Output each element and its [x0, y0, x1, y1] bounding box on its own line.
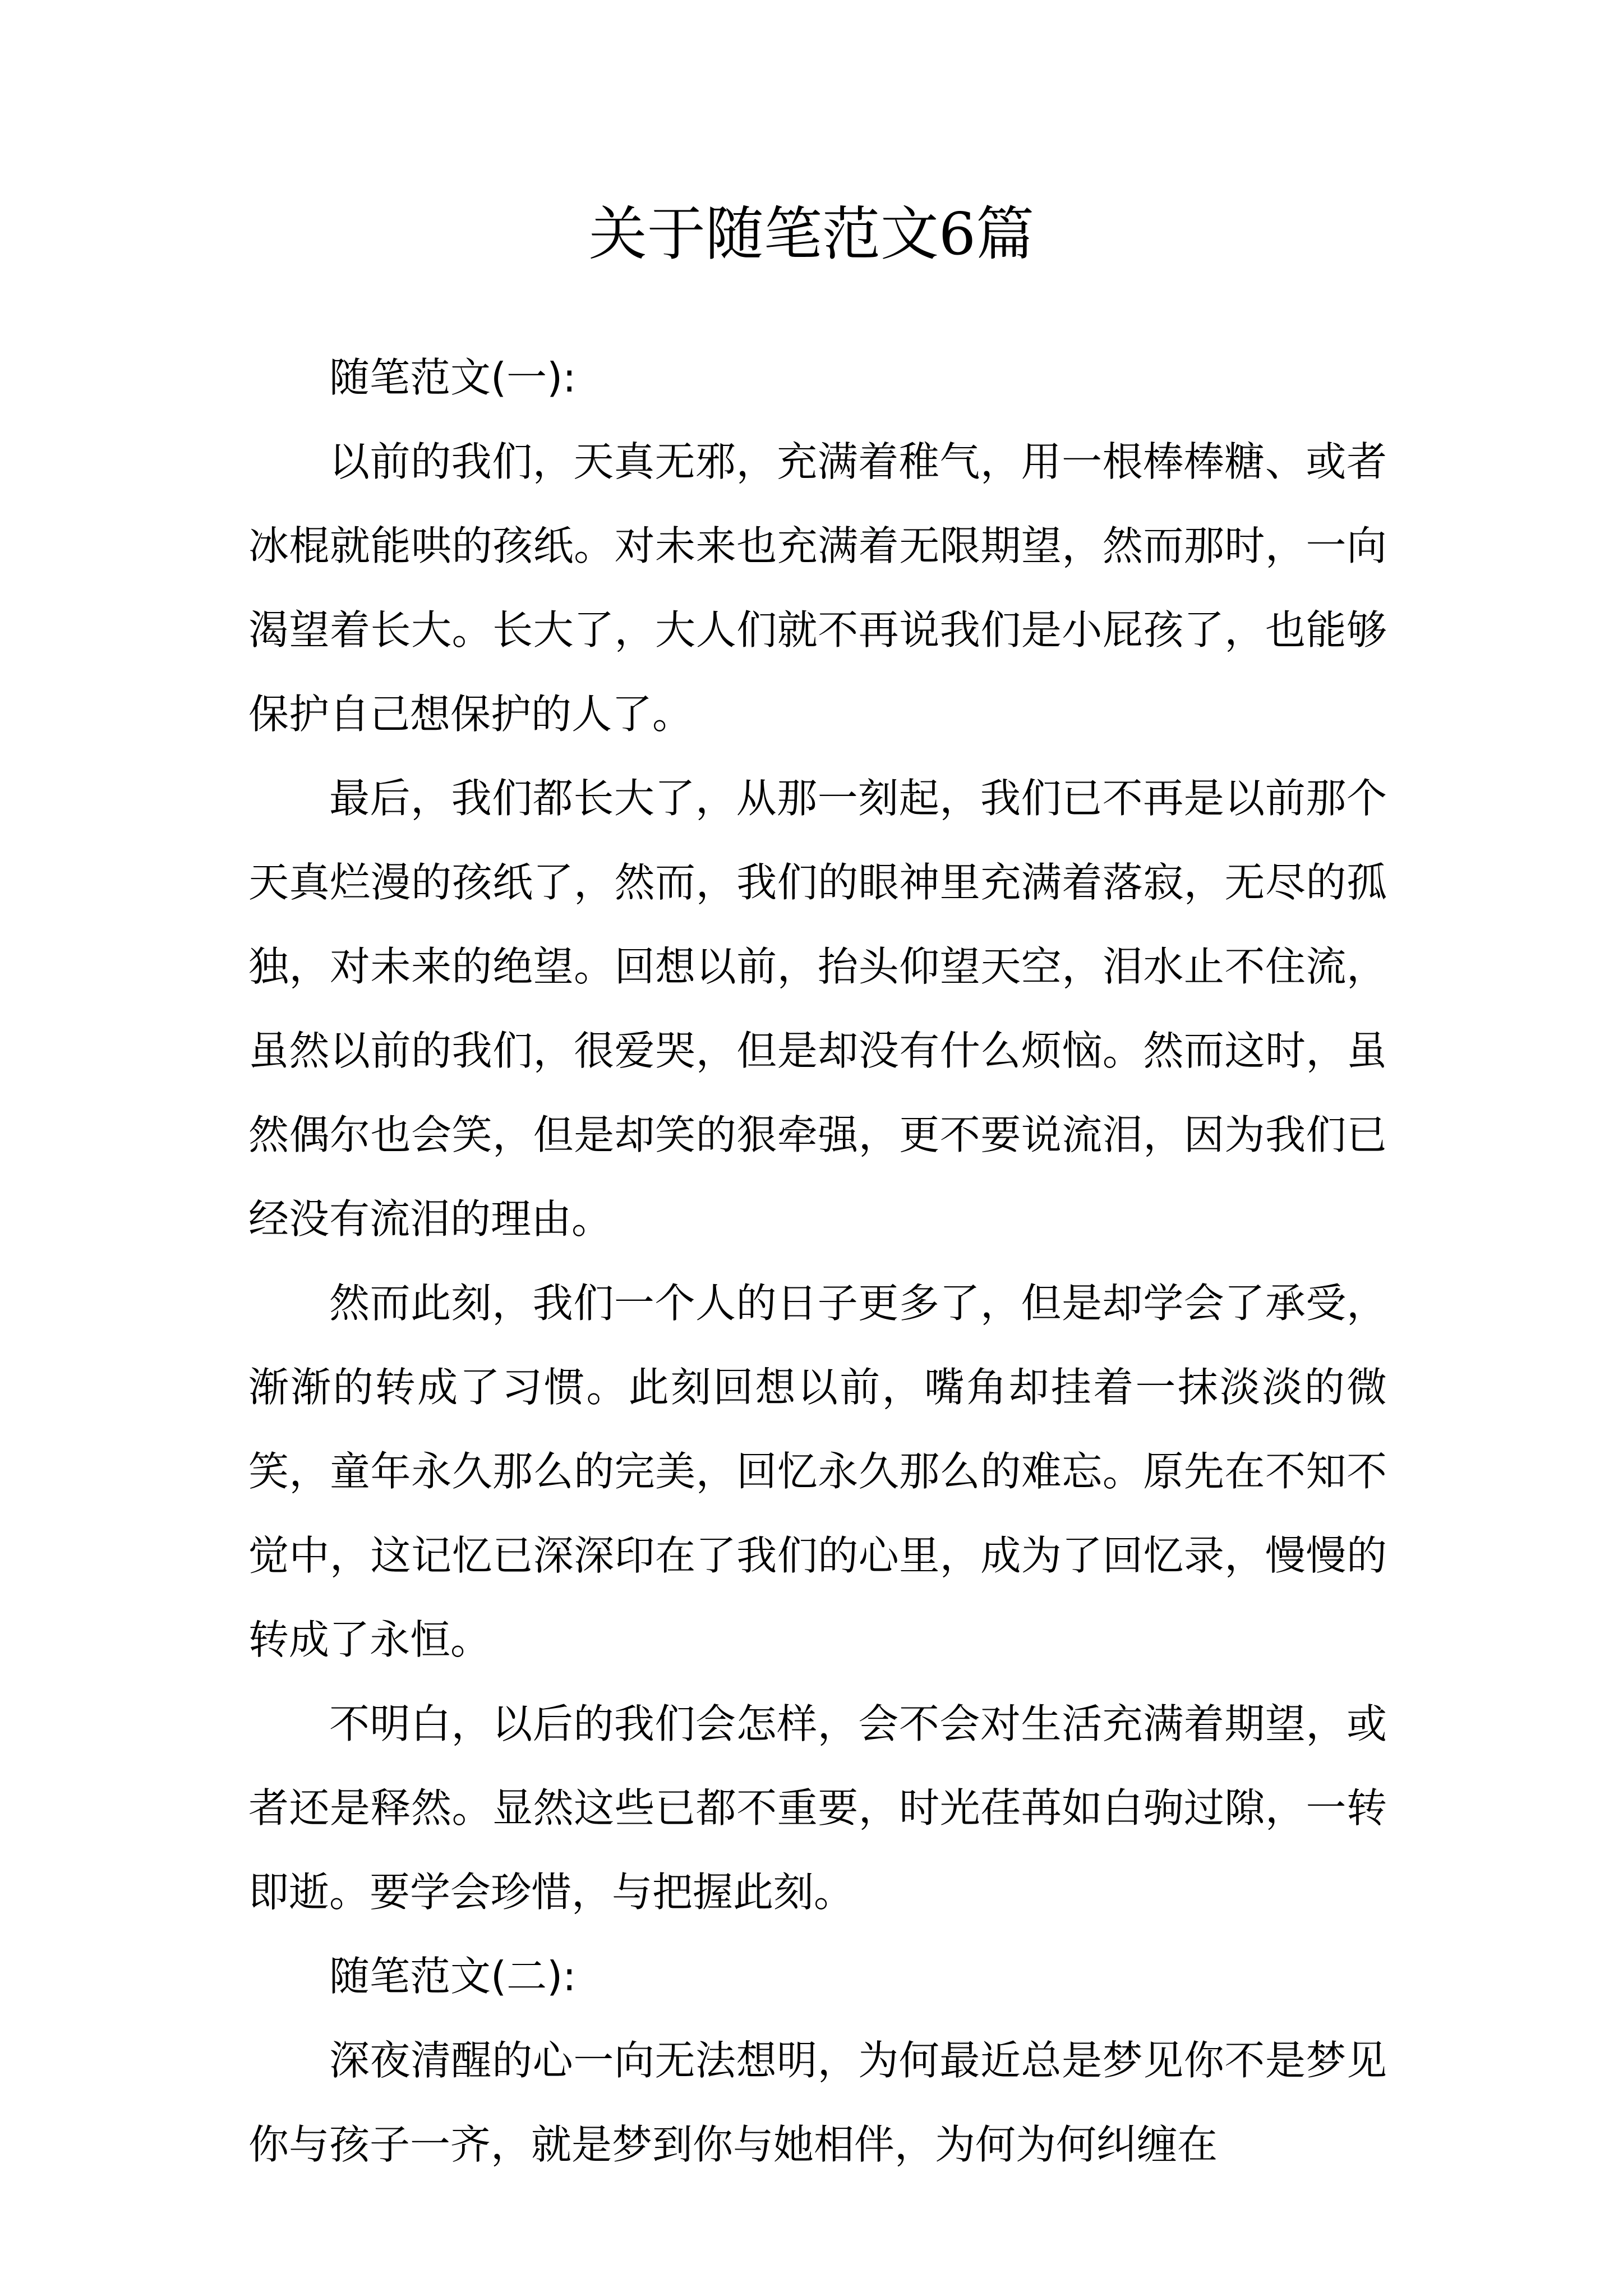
- body-paragraph: 不明白，以后的我们会怎样，会不会对生活充满着期望，或者还是释然。显然这些已都不重要，时光荏苒如白驹过隙，一转即逝。要学会珍惜，与把握此刻。: [248, 1700, 1387, 1916]
- section-heading: 随笔范文(二):: [329, 1953, 577, 2000]
- document-body: [248, 335, 1387, 2187]
- body-paragraph: 深夜清醒的心一向无法想明，为何最近总是梦见你不是梦见你与孩子一齐，就是梦到你与她相伴，为何为何纠缠在: [248, 2037, 1387, 2168]
- section-heading: 随笔范文(一):: [329, 354, 577, 401]
- document-title: 关于随笔范文6篇: [588, 200, 1035, 268]
- body-paragraph: 最后，我们都长大了，从那一刻起，我们已不再是以前那个天真烂漫的孩纸了，然而，我们的眼神里充满着落寂，无尽的孤独，对未来的绝望。回想以前，抬头仰望天空，泪水止不住流，虽然以前的我们，很爱哭，但是却没有什么烦恼。然而这时，虽然偶尔也会笑，但是却笑的狠牵强，更不要说流泪，因为我们已经没有流泪的理由。: [248, 775, 1387, 1243]
- body-paragraph: 以前的我们，天真无邪，充满着稚气，用一根棒棒糖、或者冰棍就能哄的孩纸。对未来也充满着无限期望，然而那时，一向渴望着长大。长大了，大人们就不再说我们是小屁孩了，也能够保护自己想保护的人了。: [248, 438, 1387, 738]
- body-paragraph: 然而此刻，我们一个人的日子更多了，但是却学会了承受，渐渐的转成了习惯。此刻回想以前，嘴角却挂着一抹淡淡的微笑，童年永久那么的完美，回忆永久那么的难忘。原先在不知不觉中，这记忆已深深印在了我们的心里，成为了回忆录，慢慢的转成了永恒。: [248, 1280, 1387, 1663]
